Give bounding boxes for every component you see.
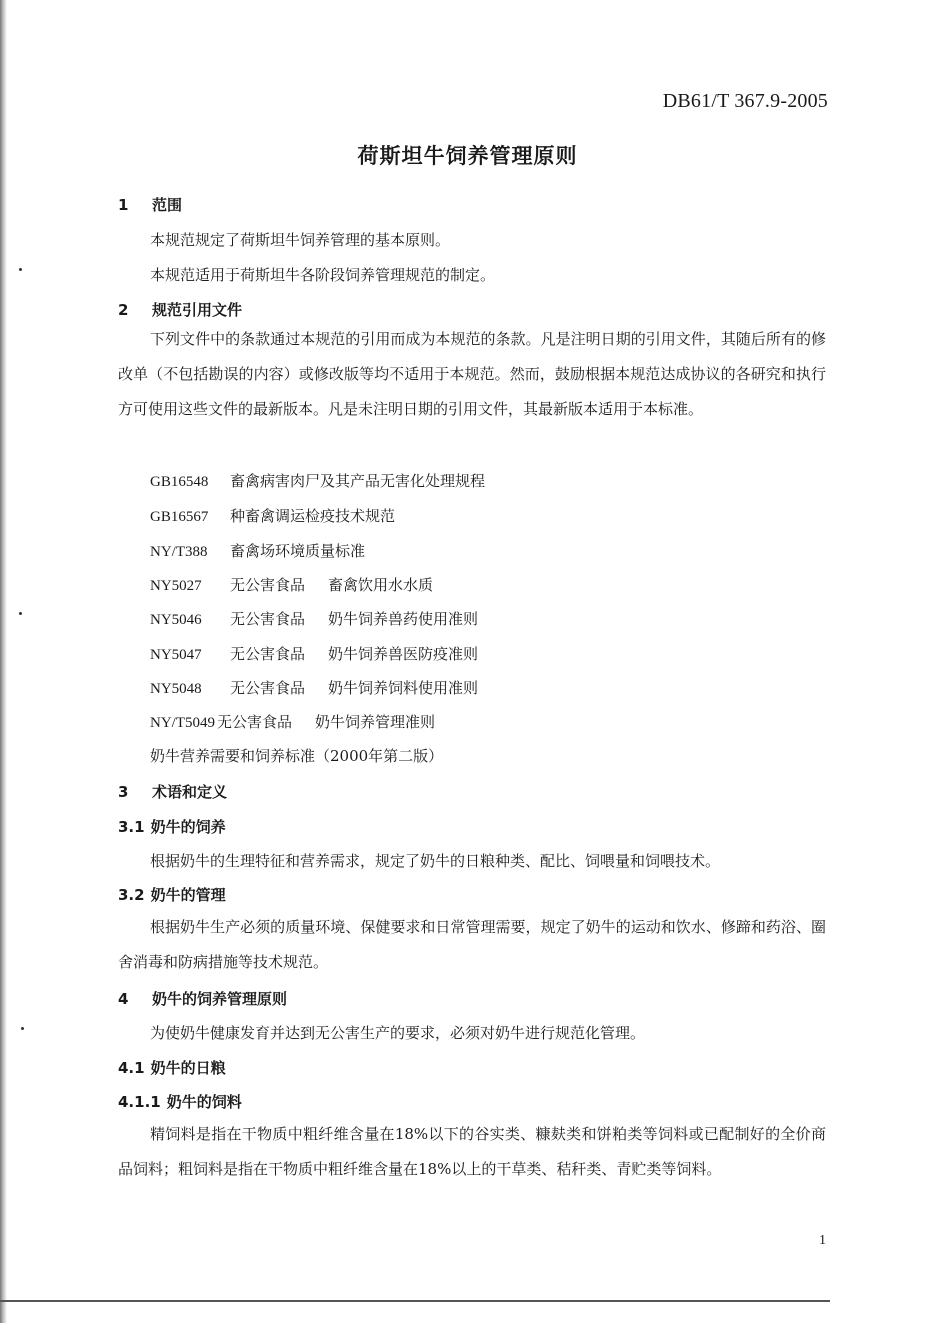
reference-title: 奶牛饲养兽药使用准则 xyxy=(328,610,479,628)
subsection-4-1-heading xyxy=(118,1057,226,1078)
reference-category: 无公害食品 xyxy=(217,713,293,731)
subsection-number: 4.1 xyxy=(118,1059,145,1077)
section-title: 术语和定义 xyxy=(152,783,228,801)
reference-title: 畜禽饮用水水质 xyxy=(328,576,434,594)
definition-feeding: 根据奶牛的生理特征和营养需求，规定了奶牛的日粮种类、配比、饲喂量和饲喂技术。 xyxy=(150,852,721,870)
reference-item xyxy=(150,677,478,698)
scope-paragraph-1: 本规范规定了荷斯坦牛饲养管理的基本原则。 xyxy=(150,231,451,249)
reference-code: GB16567 xyxy=(150,509,209,525)
scan-speck xyxy=(19,268,22,271)
section-title: 范围 xyxy=(152,196,183,214)
page-number: 1 xyxy=(819,1233,826,1248)
section-number: 3 xyxy=(118,783,129,801)
reference-code: NY5047 xyxy=(150,647,202,663)
reference-code: NY5046 xyxy=(150,612,202,628)
section-number: 4 xyxy=(118,990,129,1008)
reference-item xyxy=(150,505,395,526)
reference-title: 种畜禽调运检疫技术规范 xyxy=(230,507,396,525)
subsection-number: 3.2 xyxy=(118,886,145,904)
subsection-title: 奶牛的管理 xyxy=(150,886,226,904)
reference-title: 畜禽病害肉尸及其产品无害化处理规程 xyxy=(230,472,486,490)
reference-title: 奶牛饲养管理准则 xyxy=(315,713,436,731)
feed-definition-paragraph: 精饲料是指在干物质中粗纤维含量在18%以下的谷实类、糠麸类和饼粕类等饲料或已配制好的全价商品饲料；粗饲料是指在干物质中粗纤维含量在18%以上的干草类、秸秆类、青贮类等饲料。 xyxy=(118,1125,826,1178)
section-title: 规范引用文件 xyxy=(152,301,243,319)
reference-code: NY/T388 xyxy=(150,544,208,560)
scan-bottom-rule xyxy=(0,1300,830,1302)
references-paragraph: 下列文件中的条款通过本规范的引用而成为本规范的条款。凡是注明日期的引用文件，其随后所有的修改单（不包括勘误的内容）或修改版等均不适用于本规范。然而，鼓励根据本规范达成协议的各研究和执行方可使用这些文件的最新版本。凡是未注明日期的引用文件，其最新版本适用于本标准。 xyxy=(118,330,826,418)
reference-code: NY5048 xyxy=(150,681,202,697)
section-number: 1 xyxy=(118,196,129,214)
reference-item xyxy=(150,643,478,664)
subsection-title: 奶牛的日粮 xyxy=(150,1059,226,1077)
section-1-heading xyxy=(118,194,182,215)
definition-management: 根据奶牛生产必须的质量环境、保健要求和日常管理需要，规定了奶牛的运动和饮水、修蹄和药浴、圈舍消毒和防病措施等技术规范。 xyxy=(118,918,826,971)
scan-edge-shadow xyxy=(0,0,7,1323)
section-number: 2 xyxy=(118,301,129,319)
document-code: DB61/T 367.9-2005 xyxy=(662,90,828,112)
subsection-number: 3.1 xyxy=(118,818,145,836)
reference-code: GB16548 xyxy=(150,474,209,490)
subsection-number: 4.1.1 xyxy=(118,1093,161,1111)
subsection-3-1-heading xyxy=(118,816,226,837)
reference-category: 无公害食品 xyxy=(230,645,306,663)
subsection-3-2-heading xyxy=(118,884,226,905)
reference-title: 奶牛饲养饲料使用准则 xyxy=(328,679,479,697)
reference-category: 无公害食品 xyxy=(230,610,306,628)
reference-item xyxy=(150,470,485,491)
reference-item xyxy=(150,711,435,732)
scan-speck xyxy=(19,612,22,615)
principles-paragraph: 为使奶牛健康发育并达到无公害生产的要求，必须对奶牛进行规范化管理。 xyxy=(150,1024,646,1042)
reference-extra: 奶牛营养需要和饲养标准（2000年第二版） xyxy=(150,747,444,765)
section-3-heading xyxy=(118,781,227,802)
page-title: 荷斯坦牛饲养管理原则 xyxy=(357,144,578,168)
section-2-heading xyxy=(118,299,242,320)
reference-category: 无公害食品 xyxy=(230,576,306,594)
section-title: 奶牛的饲养管理原则 xyxy=(152,990,288,1008)
reference-item xyxy=(150,540,365,561)
reference-code: NY/T5049 xyxy=(150,715,215,731)
reference-item xyxy=(150,608,478,629)
scope-paragraph-2: 本规范适用于荷斯坦牛各阶段饲养管理规范的制定。 xyxy=(150,266,496,284)
scan-speck xyxy=(21,1027,24,1030)
section-4-heading xyxy=(118,988,287,1009)
subsection-title: 奶牛的饲料 xyxy=(166,1093,242,1111)
reference-title: 奶牛饲养兽医防疫准则 xyxy=(328,645,479,663)
reference-code: NY5027 xyxy=(150,578,202,594)
reference-title: 畜禽场环境质量标准 xyxy=(230,542,366,560)
subsection-4-1-1-heading xyxy=(118,1091,242,1112)
reference-item xyxy=(150,574,433,595)
subsection-title: 奶牛的饲养 xyxy=(150,818,226,836)
reference-category: 无公害食品 xyxy=(230,679,306,697)
